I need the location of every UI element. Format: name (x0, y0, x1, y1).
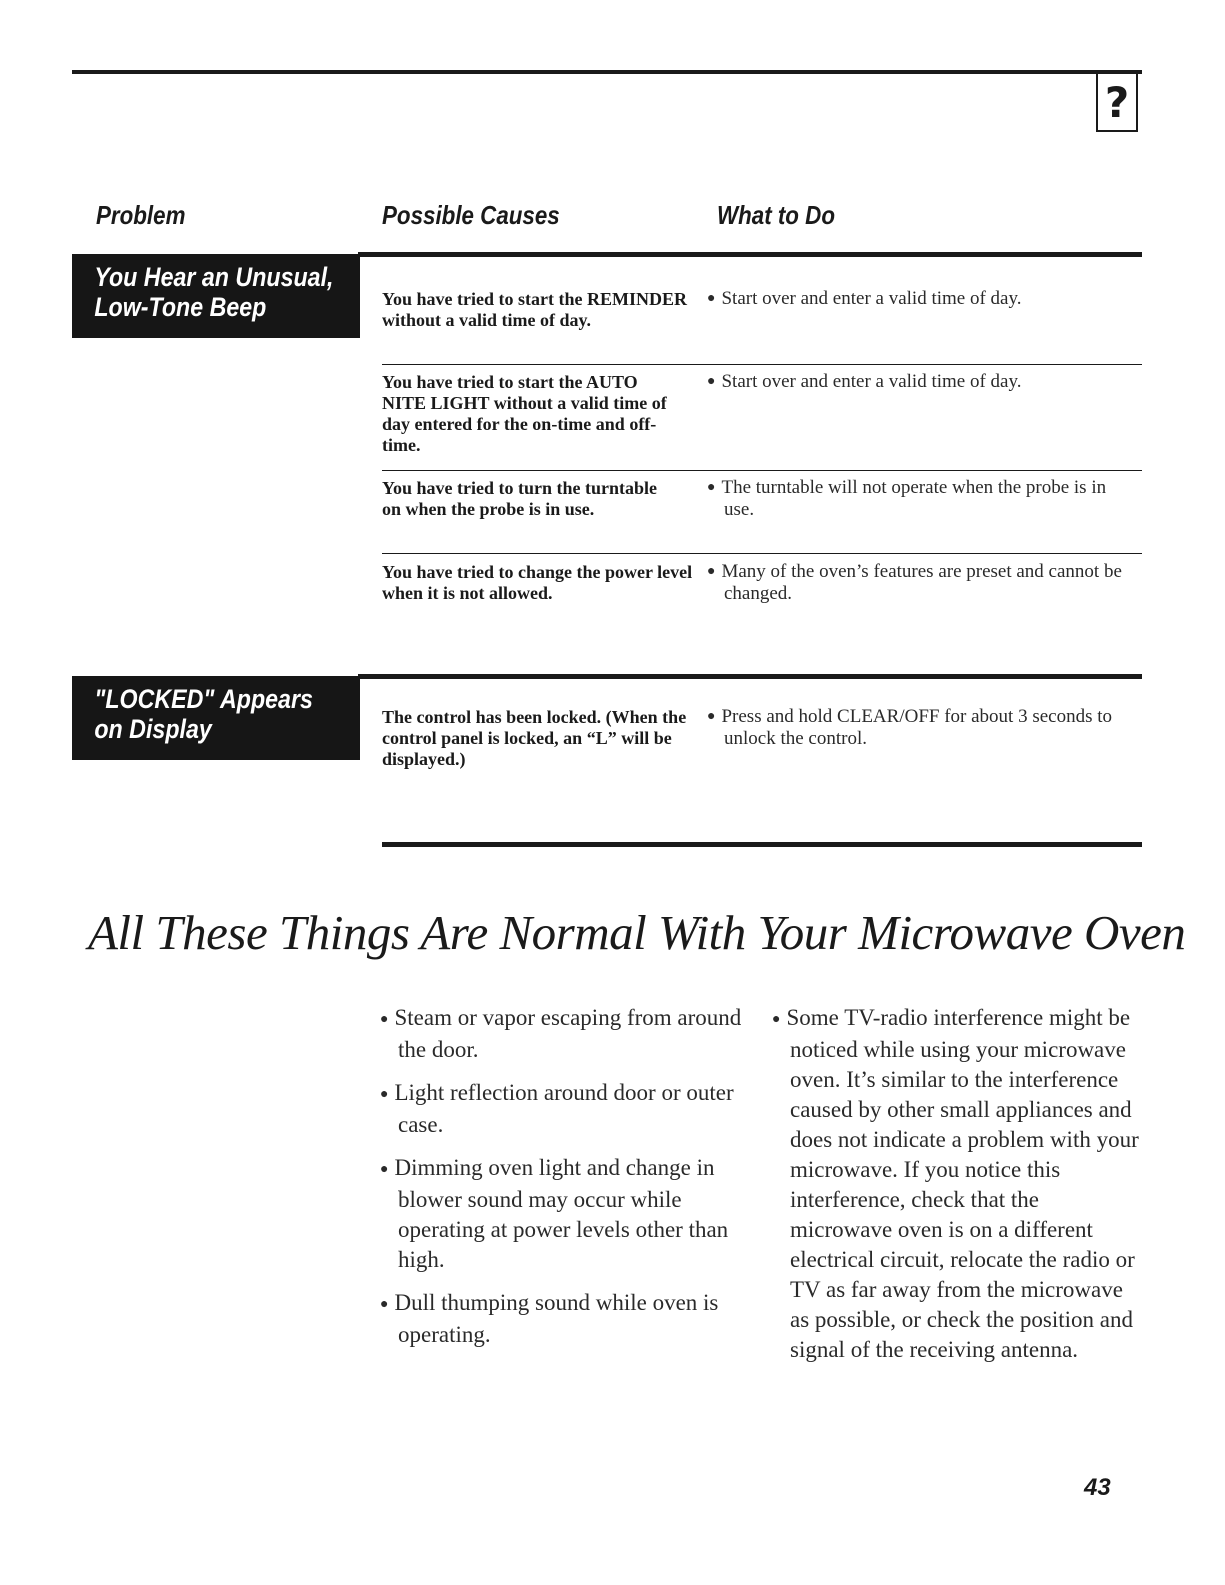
cause-text: The control has been locked. (When the control panel is locked, an “L” will be displayed.) (382, 707, 687, 769)
bullet-icon: ● (380, 1297, 389, 1312)
todo-value: Many of the oven’s features are preset and cannot be changed. (721, 561, 1122, 604)
bullet-icon: ● (772, 1012, 781, 1027)
column-header-todo: What to Do (717, 200, 835, 230)
list-item (772, 1003, 1142, 1365)
todo-value: Press and hold CLEAR/OFF for about 3 seconds to unlock the control. (721, 706, 1113, 749)
bullet-icon: ● (380, 1162, 389, 1177)
todo-value: Start over and enter a valid time of day. (721, 288, 1022, 309)
todo-text (707, 288, 1154, 310)
page-number: 43 (1084, 1474, 1111, 1501)
list-item-text: Light reflection around door or outer case. (394, 1080, 734, 1137)
list-item (380, 1003, 755, 1065)
column-header-problem: Problem (96, 200, 186, 230)
column-header-causes: Possible Causes (382, 200, 560, 230)
problem-label-line: on Display (94, 714, 212, 744)
list-item (380, 1078, 755, 1140)
row-divider (382, 470, 1142, 471)
bullet-icon: ● (380, 1012, 389, 1027)
todo-text (707, 706, 1124, 750)
section-rule (382, 842, 1142, 847)
bullet-icon: ● (707, 564, 716, 579)
problem-label-line: "LOCKED" Appears (94, 684, 313, 714)
todo-text (707, 477, 1124, 521)
cause-text: You have tried to turn the turntable on when the probe is in use. (382, 478, 657, 519)
row-divider (382, 364, 1142, 365)
list-item-text: Some TV-radio interference might be noticed while using your microwave oven. It’s similar to the interference caused by other small appliances and does not indicate a problem with your microwave. If you notice this interference, check that the microwave oven is on a different electrical circuit, relocate the radio or TV as far away from the microwave as possible, or check the position and signal of the receiving antenna. (786, 1005, 1139, 1362)
question-mark-icon: ? (1096, 74, 1138, 132)
todo-value: The turntable will not operate when the probe is in use. (721, 477, 1107, 520)
todo-text (707, 561, 1154, 605)
bullet-icon: ● (707, 291, 716, 306)
list-item-text: Dull thumping sound while oven is operating. (394, 1290, 719, 1347)
problem-label-locked (72, 676, 360, 760)
bullet-icon: ● (707, 709, 716, 724)
row-divider (382, 553, 1142, 554)
list-item (380, 1288, 755, 1350)
normal-list-right (772, 1003, 1142, 1378)
cause-text: You have tried to start the REMINDER without a valid time of day. (382, 289, 687, 330)
bullet-icon: ● (380, 1087, 389, 1102)
section-rule (358, 252, 1142, 257)
problem-label-line: You Hear an Unusual, (94, 262, 334, 292)
todo-text (707, 371, 1154, 393)
todo-value: Start over and enter a valid time of day. (721, 371, 1022, 392)
list-item-text: Steam or vapor escaping from around the door. (394, 1005, 742, 1062)
normal-list-left (380, 1003, 755, 1363)
normal-heading: All These Things Are Normal With Your Microwave Oven (88, 905, 1186, 960)
problem-label-unusual-beep (72, 254, 360, 338)
bullet-icon: ● (707, 374, 716, 389)
problem-label-line: Low-Tone Beep (94, 292, 267, 322)
top-rule (72, 70, 1142, 74)
bullet-icon: ● (707, 480, 716, 495)
list-item (380, 1153, 755, 1275)
list-item-text: Dimming oven light and change in blower sound may occur while operating at power levels other than high. (394, 1155, 729, 1272)
cause-text: You have tried to change the power level when it is not allowed. (382, 562, 693, 603)
section-rule (358, 674, 1142, 679)
cause-text: You have tried to start the AUTO NITE LIGHT without a valid time of day entered for the on-time and off-time. (382, 372, 667, 455)
